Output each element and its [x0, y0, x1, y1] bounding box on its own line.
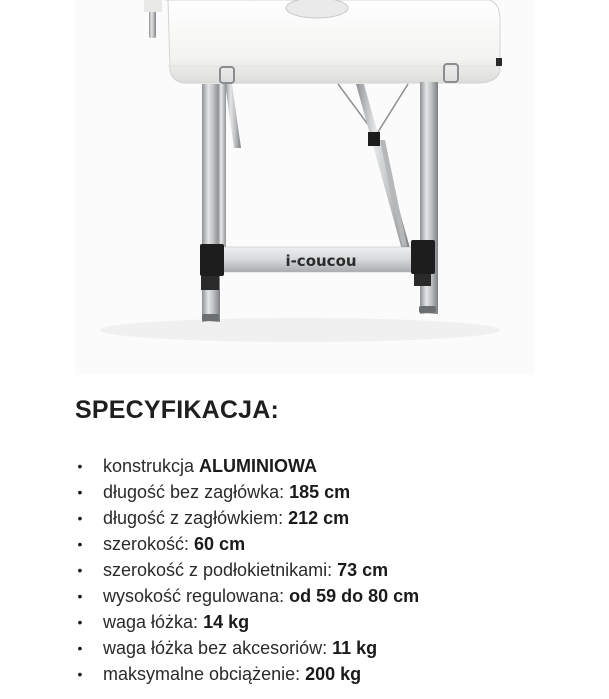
brand-logo: i-coucou	[285, 252, 357, 270]
bullet-icon: •	[77, 562, 83, 578]
bullet-icon: •	[77, 510, 83, 526]
face-hole	[286, 0, 348, 18]
back-leg-small	[149, 10, 156, 38]
spec-item: • konstrukcja ALUMINIOWA	[75, 453, 595, 479]
bullet-icon: •	[77, 458, 83, 474]
bullet-icon: •	[77, 640, 83, 656]
spec-title: SPECYFIKACJA:	[75, 396, 280, 424]
bullet-icon: •	[77, 614, 83, 630]
spec-list	[75, 453, 595, 687]
back-leg-cap	[144, 0, 162, 12]
bullet-icon: •	[77, 666, 83, 682]
spec-item: • szerokość z podłokietnikami: 73 cm	[75, 557, 595, 583]
clamp-right	[411, 240, 435, 274]
clamp-left	[200, 244, 224, 276]
floor-shadow	[100, 318, 500, 342]
spec-item: • długość z zagłówkiem: 212 cm	[75, 505, 595, 531]
bullet-icon: •	[77, 536, 83, 552]
spec-item: • waga łóżka: 14 kg	[75, 609, 595, 635]
bullet-icon: •	[77, 484, 83, 500]
bullet-icon: •	[77, 588, 83, 604]
spec-item: • maksymalne obciążenie: 200 kg	[75, 661, 595, 687]
clamp-brace	[368, 132, 380, 146]
spec-item: • waga łóżka bez akcesoriów: 11 kg	[75, 635, 595, 661]
spec-item: • długość bez zagłówka: 185 cm	[75, 479, 595, 505]
spec-item: • wysokość regulowana: od 59 do 80 cm	[75, 583, 595, 609]
spec-item: • szerokość: 60 cm	[75, 531, 595, 557]
